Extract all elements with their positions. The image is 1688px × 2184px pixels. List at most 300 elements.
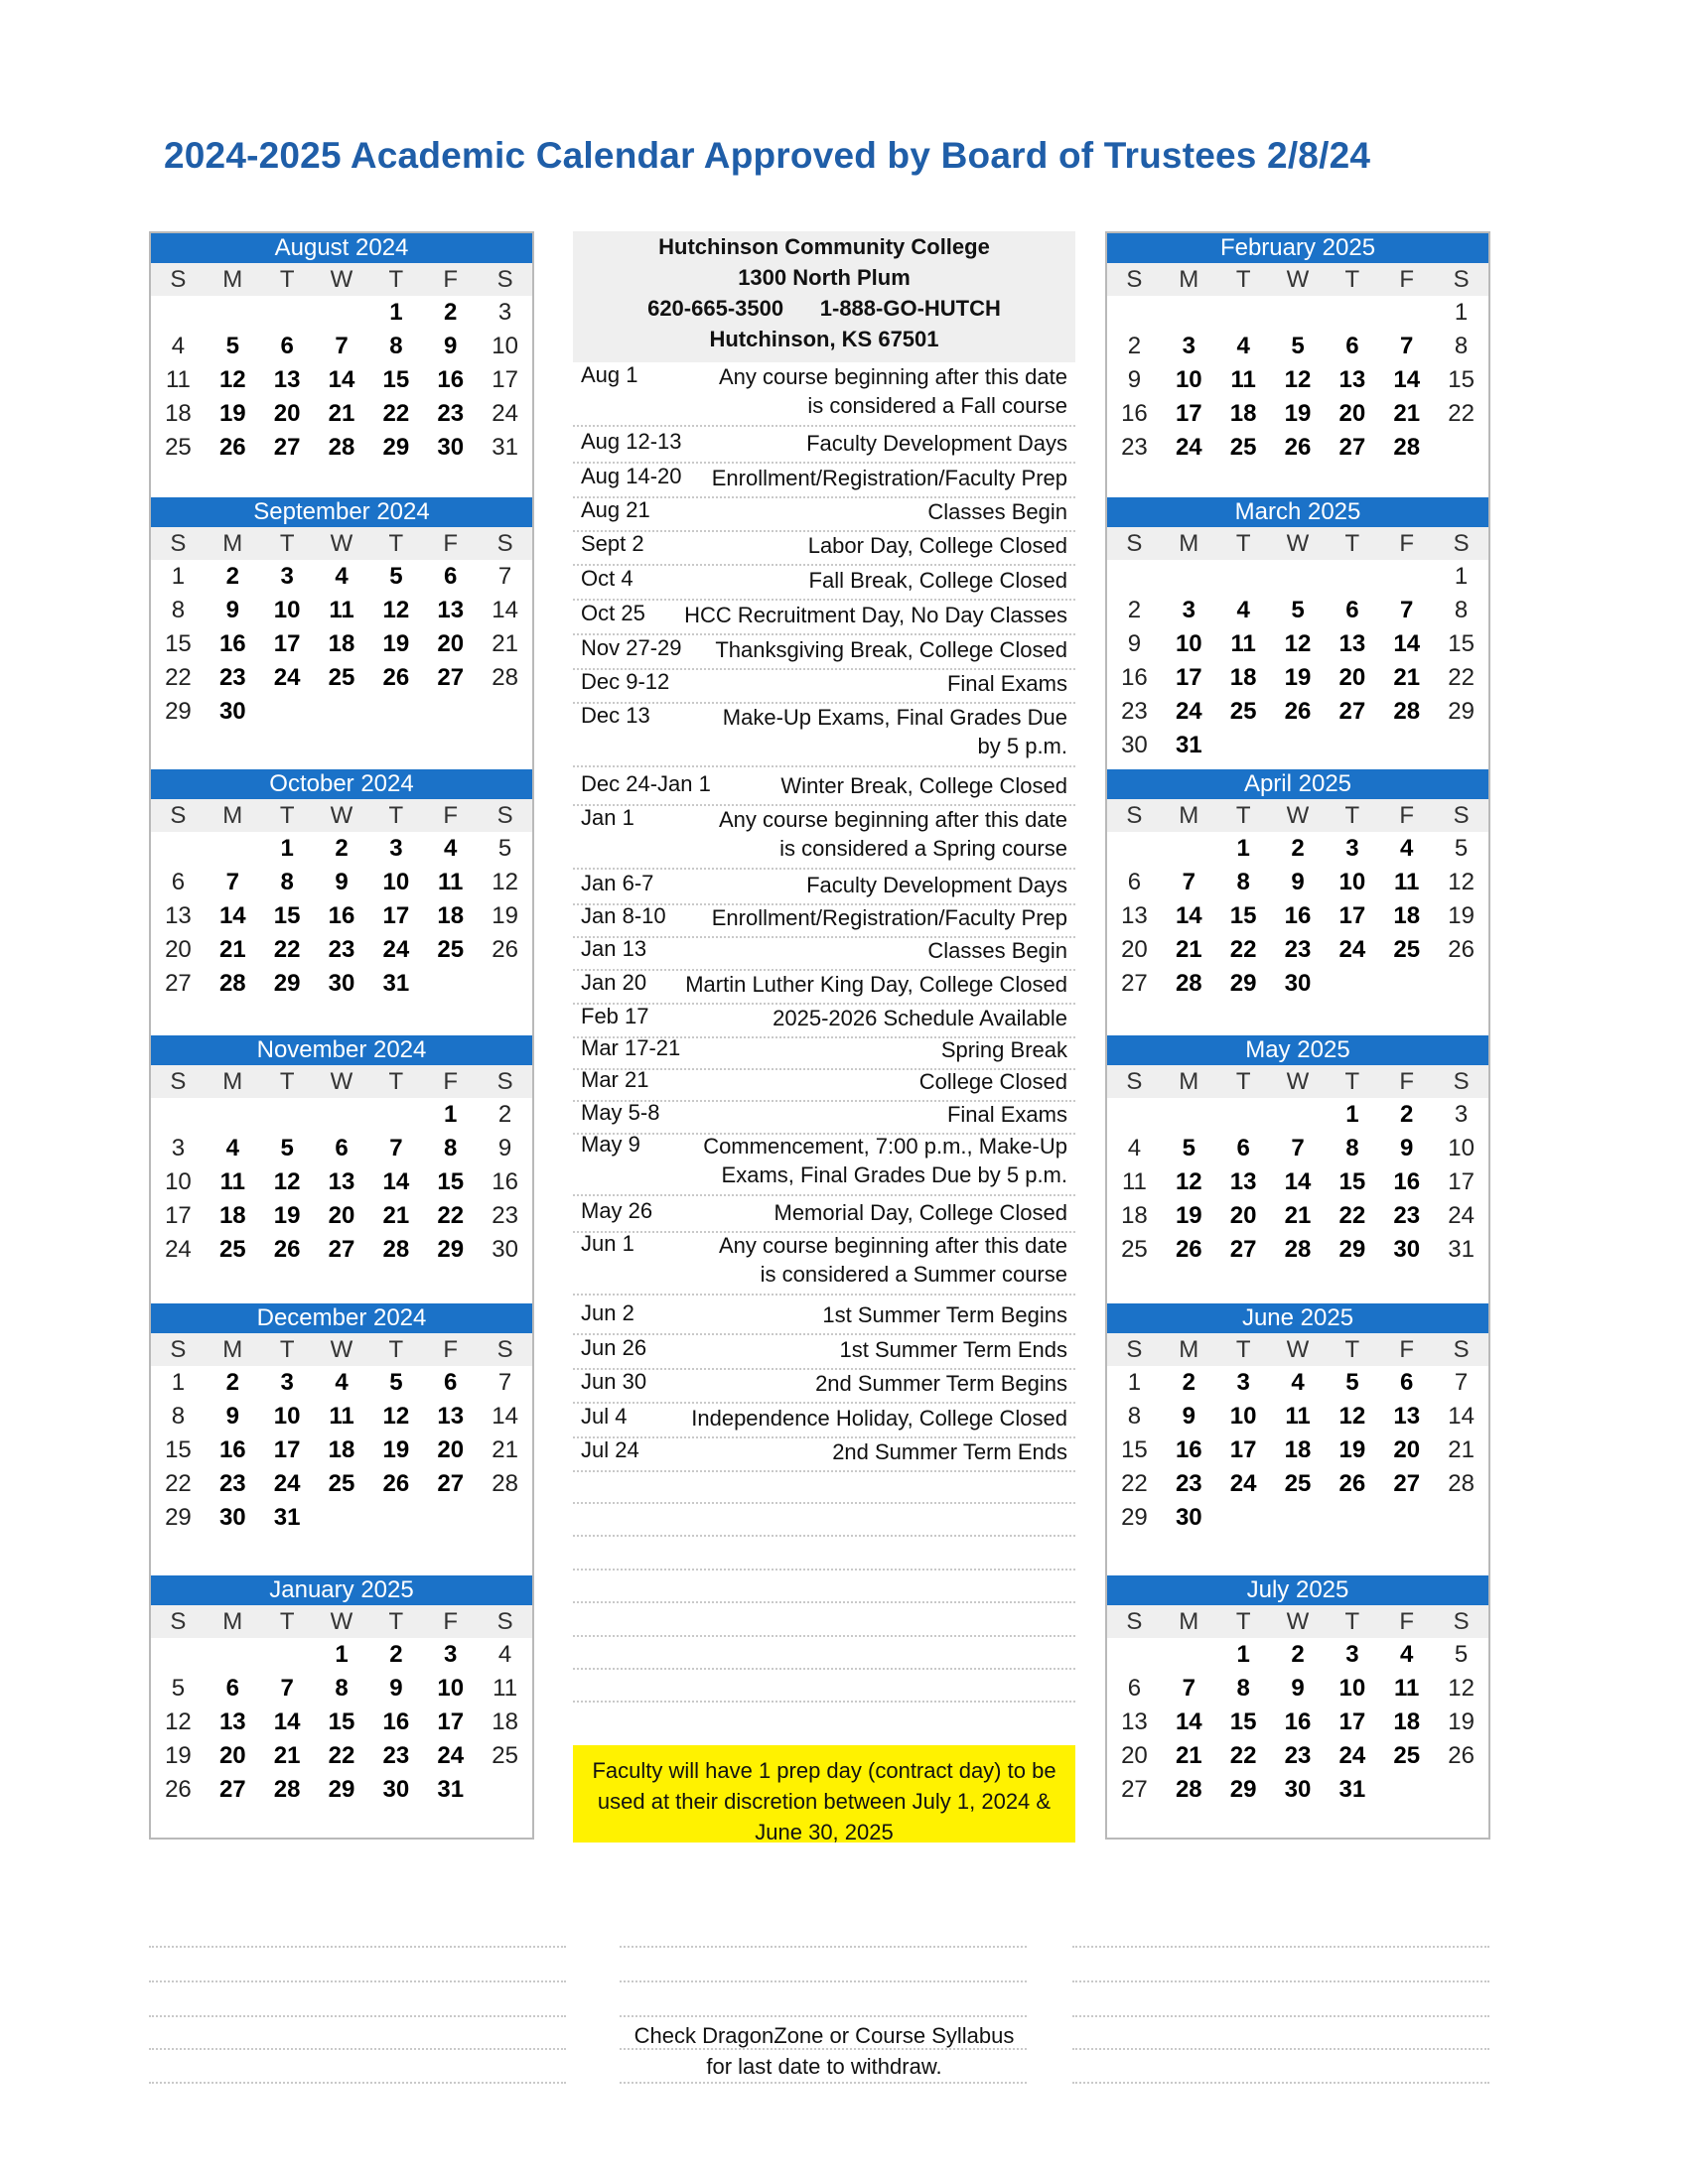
day-cell: 24 [1448, 1202, 1475, 1229]
event-date: Feb 17 [581, 1004, 649, 1028]
day-cell: 3 [1345, 1641, 1359, 1668]
left-calendar-column [149, 231, 534, 1840]
week-row [151, 899, 532, 933]
day-cell [1107, 560, 1162, 594]
week-row [1107, 1199, 1488, 1233]
day-cell: 15 [437, 1168, 465, 1195]
weekday-header: M [1179, 1336, 1199, 1363]
day-cell: 13 [1393, 1403, 1421, 1430]
dotted-line [149, 2048, 566, 2050]
weekday-header: W [330, 1336, 353, 1363]
weekday-header: S [496, 530, 513, 557]
empty-line [573, 1502, 1075, 1504]
day-cell [206, 1098, 260, 1132]
day-cell: 26 [382, 1470, 410, 1497]
day-cell: 2 [497, 1101, 512, 1128]
day-cell: 4 [1236, 597, 1250, 623]
event-separator [573, 765, 1075, 767]
day-cell: 30 [1284, 970, 1312, 997]
weekday-header: F [443, 1608, 459, 1635]
month-title: September 2024 [151, 497, 532, 527]
weekday-header: S [496, 266, 513, 293]
day-cell: 28 [382, 1236, 410, 1263]
day-cell [478, 695, 532, 729]
event-description: Memorial Day, College Closed [774, 1200, 1067, 1225]
event-row [573, 360, 1075, 424]
day-cell: 7 [1454, 1369, 1469, 1396]
day-cell: 28 [492, 1470, 518, 1497]
event-description: 2nd Summer Term Ends [832, 1439, 1067, 1464]
events-column [573, 231, 1075, 1849]
event-description: Classes Begin [927, 938, 1067, 963]
day-cell: 1 [1127, 1369, 1142, 1396]
day-cell: 27 [218, 1776, 246, 1803]
day-cell: 12 [218, 366, 246, 393]
day-cell: 9 [225, 1403, 239, 1430]
day-cell: 22 [382, 400, 410, 427]
day-cell: 22 [437, 1202, 465, 1229]
day-cell: 3 [389, 835, 403, 862]
day-cell [1162, 1638, 1216, 1672]
day-cell [1216, 560, 1271, 594]
event-date: Nov 27-29 [581, 635, 682, 660]
college-address: 1300 North Plum [738, 265, 911, 290]
day-cell [206, 296, 260, 330]
day-cell [151, 1098, 206, 1132]
week-row [1107, 1467, 1488, 1501]
day-cell: 13 [1338, 366, 1366, 393]
day-cell: 3 [280, 563, 294, 590]
day-cell: 19 [165, 1742, 192, 1769]
week-row [1107, 1366, 1488, 1400]
day-cell: 4 [171, 333, 186, 359]
day-cell: 18 [437, 902, 465, 929]
day-cell: 2 [335, 835, 349, 862]
day-cell: 20 [328, 1202, 355, 1229]
day-cell: 28 [273, 1776, 301, 1803]
day-cell: 20 [273, 400, 301, 427]
week-row [1107, 661, 1488, 695]
day-cell: 8 [1345, 1135, 1359, 1161]
weekday-header: M [222, 1608, 243, 1635]
day-cell: 22 [165, 1470, 192, 1497]
weekday-header: M [222, 1068, 243, 1095]
day-cell: 14 [273, 1708, 301, 1735]
day-cell: 10 [273, 597, 301, 623]
day-cell: 20 [1229, 1202, 1257, 1229]
month-title: July 2025 [1107, 1575, 1488, 1605]
event-row [573, 1065, 1075, 1099]
weekday-header: S [1126, 1608, 1143, 1635]
weekday-header-row [1107, 1333, 1488, 1366]
day-cell: 26 [1284, 698, 1312, 725]
day-cell: 2 [1127, 597, 1142, 623]
day-cell: 1 [444, 1101, 458, 1128]
day-cell: 6 [1400, 1369, 1414, 1396]
weekday-header: M [222, 802, 243, 829]
day-cell [1162, 832, 1216, 866]
day-cell: 12 [492, 869, 518, 895]
event-row [573, 633, 1075, 667]
day-cell: 19 [1284, 400, 1312, 427]
event-date: Jan 20 [581, 970, 647, 995]
day-cell: 20 [1393, 1436, 1421, 1463]
event-date: Jun 1 [581, 1231, 634, 1256]
day-cell: 18 [1284, 1436, 1312, 1463]
week-row [1107, 729, 1488, 762]
day-cell: 3 [497, 299, 512, 326]
week-row [1107, 1739, 1488, 1773]
day-cell: 10 [273, 1403, 301, 1430]
week-row [151, 1739, 532, 1773]
weekday-header: S [496, 1608, 513, 1635]
day-cell [1325, 296, 1379, 330]
day-cell: 13 [165, 902, 192, 929]
day-cell: 19 [382, 1436, 410, 1463]
day-cell [151, 1638, 206, 1672]
day-cell: 24 [273, 664, 301, 691]
event-date: Dec 13 [581, 703, 650, 728]
weekday-header: W [1286, 530, 1310, 557]
day-cell: 9 [225, 597, 239, 623]
day-cell: 2 [1182, 1369, 1196, 1396]
weekday-header: T [388, 1068, 404, 1095]
day-cell: 21 [1175, 1742, 1202, 1769]
day-cell: 22 [1229, 1742, 1257, 1769]
dotted-line [149, 2082, 566, 2084]
weekday-header: W [330, 802, 353, 829]
day-cell: 5 [389, 563, 403, 590]
day-cell: 18 [1121, 1202, 1148, 1229]
day-cell: 4 [225, 1135, 239, 1161]
weekday-header: W [330, 1068, 353, 1095]
day-cell: 27 [1229, 1236, 1257, 1263]
day-cell: 9 [1291, 1675, 1305, 1702]
weekday-header: W [330, 530, 353, 557]
week-row [151, 363, 532, 397]
weekday-header: M [222, 266, 243, 293]
day-cell [1325, 729, 1379, 762]
day-cell: 8 [1236, 869, 1250, 895]
day-cell: 24 [1338, 1742, 1366, 1769]
day-cell: 8 [1127, 1403, 1142, 1430]
day-cell [1379, 296, 1434, 330]
day-cell: 27 [1121, 1776, 1148, 1803]
event-date: Oct 25 [581, 601, 645, 625]
event-separator [573, 1470, 1075, 1472]
weekday-header: T [279, 266, 295, 293]
day-cell: 6 [171, 869, 186, 895]
day-cell: 10 [492, 333, 518, 359]
day-cell: 26 [1284, 434, 1312, 461]
event-row [573, 934, 1075, 968]
weekday-header-row [1107, 1605, 1488, 1638]
day-cell: 20 [1338, 664, 1366, 691]
dotted-line [620, 1946, 1027, 1948]
event-row [573, 564, 1075, 598]
weekday-header: S [1126, 530, 1143, 557]
day-cell: 10 [1338, 869, 1366, 895]
day-cell: 23 [328, 936, 355, 963]
day-cell [1434, 729, 1488, 762]
weekday-header-row [1107, 799, 1488, 832]
week-row [151, 397, 532, 431]
day-cell [368, 1501, 423, 1535]
day-cell: 1 [171, 1369, 186, 1396]
weekday-header: M [222, 530, 243, 557]
weekday-header: T [1235, 1068, 1251, 1095]
day-cell: 1 [280, 835, 294, 862]
week-row [1107, 594, 1488, 627]
day-cell: 30 [1393, 1236, 1421, 1263]
day-cell: 21 [218, 936, 246, 963]
week-row [151, 296, 532, 330]
day-cell: 1 [1454, 299, 1469, 326]
event-description: Winter Break, College Closed [780, 773, 1067, 798]
day-cell [478, 1501, 532, 1535]
day-cell: 3 [171, 1135, 186, 1161]
week-row [151, 866, 532, 899]
week-row [151, 1366, 532, 1400]
day-cell: 3 [1236, 1369, 1250, 1396]
event-description: Martin Luther King Day, College Closed [685, 972, 1067, 997]
day-cell: 29 [437, 1236, 465, 1263]
day-cell: 1 [1345, 1101, 1359, 1128]
day-cell: 11 [1121, 1168, 1147, 1195]
week-row [1107, 1706, 1488, 1739]
week-row [1107, 695, 1488, 729]
day-cell: 15 [1229, 1708, 1257, 1735]
day-cell [1107, 296, 1162, 330]
day-cell: 26 [382, 664, 410, 691]
day-cell: 17 [1448, 1168, 1475, 1195]
day-cell [1379, 967, 1434, 1001]
day-cell: 31 [1175, 732, 1202, 758]
day-cell: 16 [1284, 902, 1312, 929]
day-cell: 18 [165, 400, 192, 427]
day-cell: 24 [1175, 698, 1202, 725]
weekday-header: S [1453, 802, 1470, 829]
day-cell: 25 [165, 434, 192, 461]
event-description: Commencement, 7:00 p.m., Make-Up Exams, Final Grades Due by 5 p.m. [703, 1134, 1067, 1187]
day-cell: 2 [1127, 333, 1142, 359]
weekday-header: F [1399, 1608, 1415, 1635]
weekday-header: T [279, 530, 295, 557]
weekday-header-row [1107, 263, 1488, 296]
dotted-line [620, 1980, 1027, 1982]
week-row [1107, 363, 1488, 397]
day-cell: 17 [165, 1202, 192, 1229]
day-cell: 6 [1127, 869, 1142, 895]
faculty-prep-note: Faculty will have 1 prep day (contract day) to be used at their discretion between July 1, 2024 & June 30, 2025 [573, 1745, 1075, 1843]
month-title: October 2024 [151, 769, 532, 799]
weekday-header: S [496, 1336, 513, 1363]
weekday-header: T [388, 1336, 404, 1363]
day-cell [1379, 729, 1434, 762]
day-cell: 19 [1175, 1202, 1202, 1229]
day-cell [315, 1501, 369, 1535]
event-date: Aug 14-20 [581, 464, 682, 488]
day-cell: 25 [437, 936, 465, 963]
event-date: Jan 6-7 [581, 871, 654, 895]
day-cell [423, 1501, 478, 1535]
day-cell: 28 [218, 970, 246, 997]
month-title: April 2025 [1107, 769, 1488, 799]
weekday-header: F [443, 530, 459, 557]
day-cell [1162, 560, 1216, 594]
weekday-header: F [1399, 266, 1415, 293]
month-block [1107, 1303, 1488, 1535]
day-cell: 28 [1175, 1776, 1202, 1803]
day-cell: 20 [1338, 400, 1366, 427]
day-cell: 13 [218, 1708, 246, 1735]
day-cell: 4 [1400, 1641, 1414, 1668]
day-cell: 3 [444, 1641, 458, 1668]
dotted-line [1072, 2015, 1489, 2017]
day-cell: 7 [497, 563, 512, 590]
day-cell: 12 [382, 1403, 410, 1430]
day-cell: 8 [171, 597, 186, 623]
day-cell: 9 [1127, 630, 1142, 657]
day-cell: 15 [165, 1436, 192, 1463]
week-row [151, 1098, 532, 1132]
dotted-line [1072, 1980, 1489, 1982]
day-cell: 20 [165, 936, 192, 963]
day-cell: 20 [1121, 1742, 1148, 1769]
day-cell: 27 [1338, 698, 1366, 725]
week-row [151, 560, 532, 594]
day-cell: 25 [1229, 434, 1257, 461]
day-cell: 26 [1175, 1236, 1202, 1263]
day-cell: 26 [1338, 1470, 1366, 1497]
day-cell: 19 [1338, 1436, 1366, 1463]
empty-line [573, 1535, 1075, 1537]
event-row [573, 901, 1075, 935]
day-cell [423, 695, 478, 729]
day-cell [1271, 729, 1326, 762]
empty-line [573, 1569, 1075, 1570]
day-cell: 5 [1345, 1369, 1359, 1396]
weekday-header: S [170, 1068, 187, 1095]
week-row [151, 933, 532, 967]
day-cell [315, 1098, 369, 1132]
weekday-header: F [1399, 1336, 1415, 1363]
day-cell [206, 1638, 260, 1672]
week-row [151, 695, 532, 729]
dotted-line [620, 2015, 1027, 2017]
event-row [573, 1435, 1075, 1469]
week-row [1107, 627, 1488, 661]
day-cell [368, 695, 423, 729]
event-description: 1st Summer Term Ends [839, 1337, 1067, 1362]
day-cell: 18 [1393, 1708, 1421, 1735]
day-cell: 24 [382, 936, 410, 963]
weekday-header: F [443, 1336, 459, 1363]
week-row [151, 1672, 532, 1706]
day-cell: 23 [1284, 1742, 1312, 1769]
weekday-header: T [1235, 266, 1251, 293]
day-cell: 25 [1393, 1742, 1421, 1769]
day-cell: 22 [1338, 1202, 1366, 1229]
event-row [573, 1367, 1075, 1401]
day-cell: 28 [1175, 970, 1202, 997]
day-cell: 15 [1448, 366, 1475, 393]
day-cell: 17 [492, 366, 518, 393]
day-cell: 3 [1345, 835, 1359, 862]
day-cell: 10 [437, 1675, 465, 1702]
month-title: February 2025 [1107, 233, 1488, 263]
day-cell: 9 [335, 869, 349, 895]
day-cell: 22 [165, 664, 192, 691]
event-description: Any course beginning after this date is considered a Fall course [718, 364, 1067, 418]
dotted-line [1072, 1946, 1489, 1948]
day-cell [1107, 1098, 1162, 1132]
day-cell: 18 [1229, 664, 1257, 691]
weekday-header: F [1399, 530, 1415, 557]
day-cell: 6 [444, 1369, 458, 1396]
weekday-header-row [151, 263, 532, 296]
day-cell: 26 [273, 1236, 301, 1263]
day-cell: 16 [437, 366, 465, 393]
weekday-header: T [1344, 530, 1360, 557]
event-description: Final Exams [946, 671, 1067, 696]
day-cell: 2 [444, 299, 458, 326]
day-cell: 14 [218, 902, 246, 929]
day-cell: 22 [328, 1742, 355, 1769]
day-cell: 5 [389, 1369, 403, 1396]
college-phones: 620-665-3500 1-888-GO-HUTCH [647, 296, 1001, 321]
day-cell: 7 [225, 869, 239, 895]
day-cell: 28 [1393, 698, 1421, 725]
day-cell: 27 [1393, 1470, 1421, 1497]
day-cell: 31 [273, 1504, 301, 1531]
empty-line [573, 1668, 1075, 1670]
event-row [573, 701, 1075, 764]
day-cell: 26 [165, 1776, 192, 1803]
day-cell: 14 [1175, 902, 1202, 929]
day-cell: 4 [1127, 1135, 1142, 1161]
event-date: Jan 8-10 [581, 903, 666, 928]
day-cell [478, 967, 532, 1001]
event-date: Sept 2 [581, 531, 644, 556]
event-row [573, 599, 1075, 632]
weekday-header: T [279, 1068, 295, 1095]
day-cell: 21 [492, 1436, 518, 1463]
day-cell [1271, 1098, 1326, 1132]
event-row [573, 667, 1075, 701]
day-cell: 19 [1448, 902, 1475, 929]
weekday-header: S [170, 266, 187, 293]
day-cell: 27 [437, 1470, 465, 1497]
day-cell: 8 [1454, 597, 1469, 623]
day-cell: 7 [1400, 597, 1414, 623]
day-cell: 2 [1291, 835, 1305, 862]
weekday-header: T [1235, 1336, 1251, 1363]
day-cell: 23 [1121, 434, 1148, 461]
day-cell: 8 [171, 1403, 186, 1430]
day-cell: 8 [1454, 333, 1469, 359]
day-cell: 24 [1175, 434, 1202, 461]
event-description: 2025-2026 Schedule Available [773, 1006, 1067, 1030]
day-cell: 16 [1284, 1708, 1312, 1735]
day-cell: 17 [273, 1436, 301, 1463]
day-cell: 15 [1121, 1436, 1148, 1463]
day-cell: 20 [1121, 936, 1148, 963]
day-cell: 14 [382, 1168, 410, 1195]
day-cell: 24 [1338, 936, 1366, 963]
week-row [151, 330, 532, 363]
day-cell: 28 [328, 434, 355, 461]
